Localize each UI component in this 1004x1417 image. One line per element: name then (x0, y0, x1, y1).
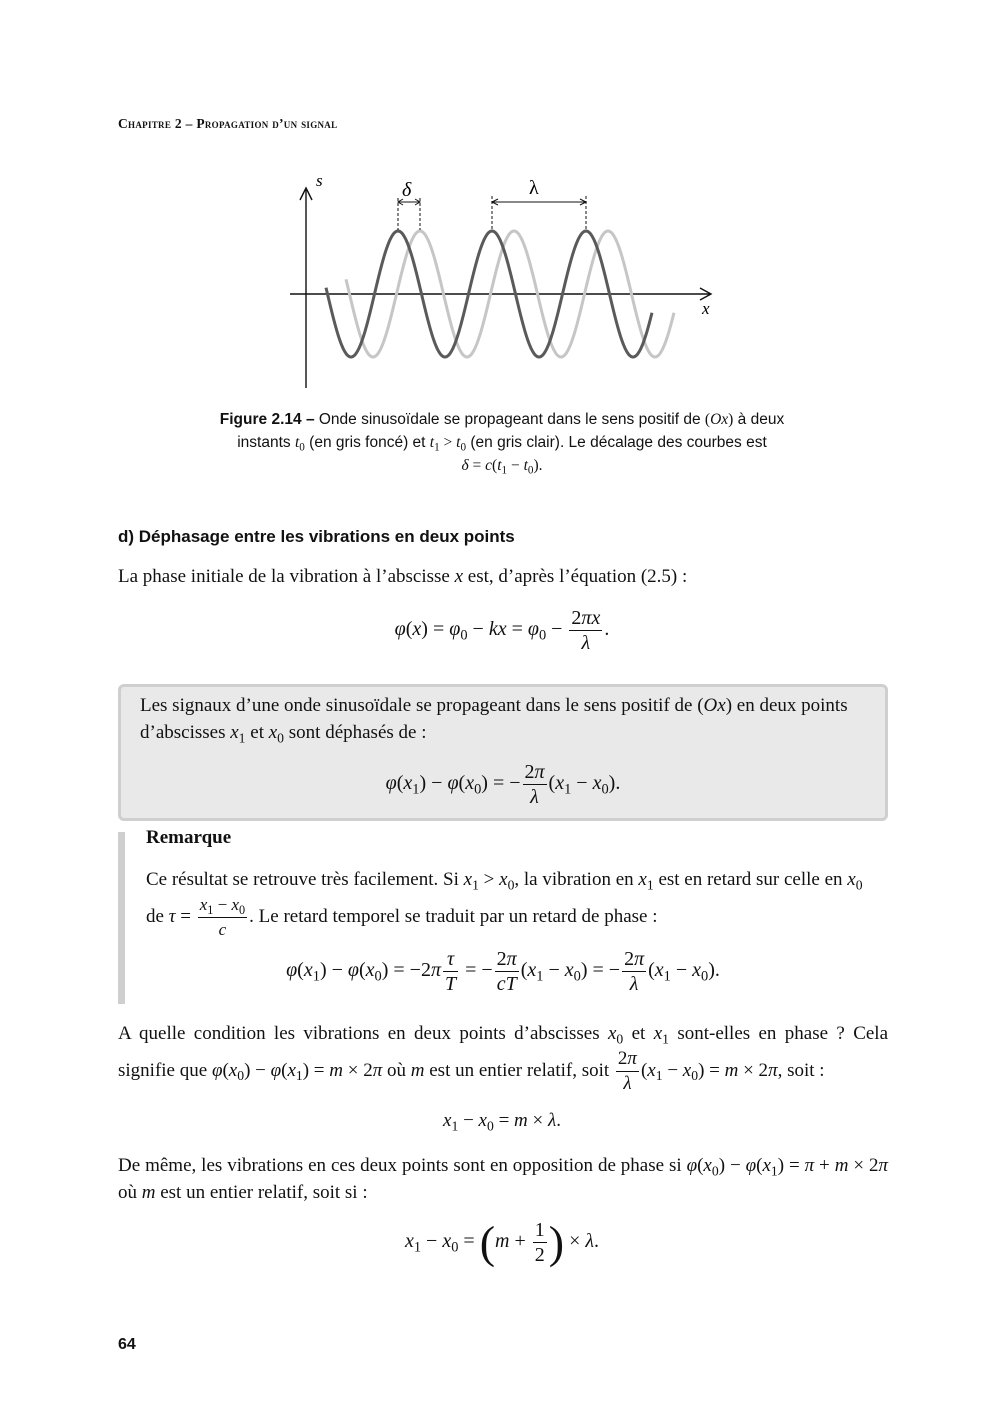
section-title: d) Déphasage entre les vibrations en deux points (118, 527, 515, 546)
caption-text-2: à deux (737, 411, 785, 428)
wave-figure (280, 168, 720, 392)
paragraph-opposition: De même, les vibrations en ces deux points sont en opposition de phase si $\varphi(x_0) - \varphi(x_1) = \pi + m \times 2\pi$ où m est un entier relatif, soit si : (118, 1155, 889, 1203)
caption-text-4: (en gris foncé) et (309, 434, 426, 451)
caption-text-3: instants (237, 434, 291, 451)
header-dash: – (185, 116, 193, 131)
label-delta: δ (402, 179, 412, 201)
paragraph-in-phase: A quelle condition les vibrations en deux points d’abscisses $x_0$ et $x_1$ sont-elles en phase ? Cela signifie que $\varphi(x_0) - \varphi(x_1) = m \times 2\pi$ où m est un entier relatif, soit $\frac{2\pi}{\lambda}$ $(x_1 - x_0) = m \times 2\pi$, soit : (118, 1023, 889, 1094)
header-chapter: Chapitre 2 (118, 116, 182, 131)
caption-text-5: (en gris clair). Le décalage des courbes est (470, 434, 767, 451)
caption-label: Figure 2.14 (219, 411, 302, 428)
figure-caption: Figure 2.14 – Onde sinusoïdale se propageant dans le sens positif de (Ox) à deux instants $t_0$ (en gris foncé) et $t_1 > t_0$ (en gris clair). Le décalage des courbes est $\delta = c(t_1 - t_0)$. (219, 411, 785, 477)
label-lambda: λ (529, 177, 539, 199)
label-x: x (702, 299, 710, 318)
equation-phase: $\varphi(x) = \varphi_0$ − kx = $\varphi_0$ − $\frac{2\pi x}{\lambda}$ . (394, 607, 610, 654)
caption-text-1: Onde sinusoïdale se propageant dans le sens positif de (318, 411, 701, 428)
result-box-text: Les signaux d’une onde sinusoïdale se propageant dans le sens positif de (Ox) en deux points d’abscisses $x_1$ et $x_0$ sont déphasés de : (140, 695, 848, 746)
remark-text: Ce résultat se retrouve très facilement. Si $x_1 > x_0$, la vibration en $x_1$ est en retard sur celle en $x_0$ de τ = $\frac{x_1 - x_0}{c}$ . Le retard temporel se traduit par un retard de phase : (146, 869, 863, 939)
running-header (118, 116, 337, 132)
caption-sep: – (305, 411, 315, 428)
remark-title: Remarque (146, 827, 232, 848)
equation-retard: $\varphi(x_1) - \varphi(x_0) = -2\pi$ $\frac{\tau}{T}$ = − $\frac{2\pi}{cT}$ $(x_1 - x_0)$ = − $\frac{2\pi}{\lambda}$ $(x_1 - x_0)$. (286, 948, 720, 995)
paragraph-phase: La phase initiale de la vibration à l’abscisse x est, d’après l’équation (2.5) : (118, 566, 688, 587)
equation-opposition: $x_1 - x_0 = (m$ + $\frac{1}{2}$ ) × λ. (404, 1216, 600, 1268)
label-s: s (316, 171, 323, 190)
header-title: Propagation d’un signal (196, 116, 338, 131)
equation-dephasage: $\varphi(x_1) - \varphi(x_0)$ = − $\frac{2\pi}{\lambda}$ $(x_1 - x_0)$. (385, 761, 621, 808)
equation-in-phase: $x_1 - x_0 = m \times \lambda$. (443, 1110, 561, 1134)
page-number: 64 (118, 1336, 136, 1353)
